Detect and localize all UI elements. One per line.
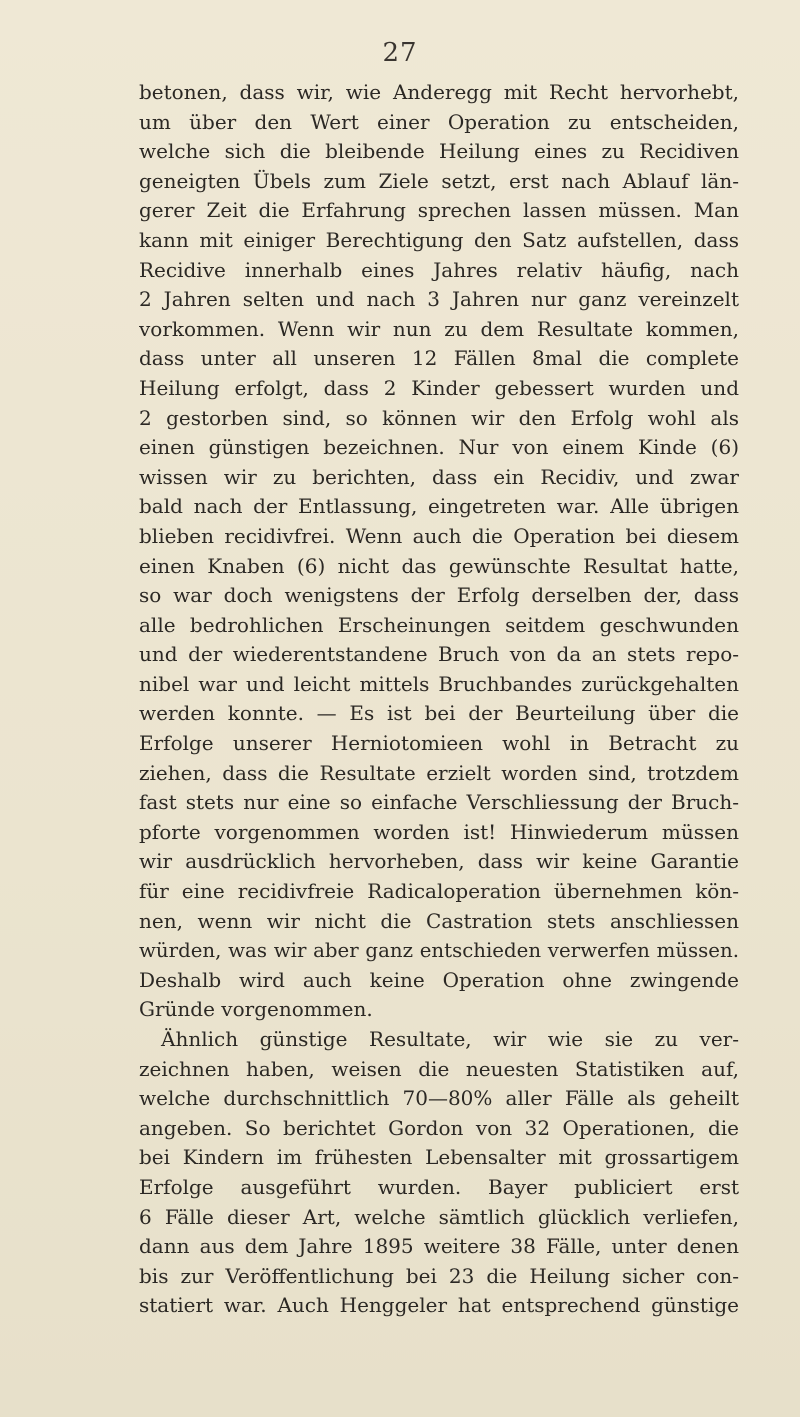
body-text [139,78,739,1321]
text-line: Gründe vorgenommen. [139,997,373,1022]
text-line: so war doch wenigstens der Erfolg derselben der, dass [139,583,739,608]
text-line: Recidive innerhalb eines Jahres relativ häufig, nach [139,257,739,282]
text-line: zeichnen haben, weisen die neuesten Statistiken auf, [139,1056,739,1081]
text-line: Heilung erfolgt, dass 2 Kinder gebessert wurden und [139,375,739,400]
text-line: alle bedrohlichen Erscheinungen seitdem geschwunden [139,612,739,637]
text-line: 2 Jahren selten und nach 3 Jahren nur ganz vereinzelt [139,287,739,312]
text-line: werden konnte. — Es ist bei der Beurteilung über die [139,701,739,726]
text-line: Erfolge unserer Herniotomieen wohl in Betracht zu [139,731,739,756]
text-line: bald nach der Entlassung, eingetreten war. Alle übrigen [139,494,739,519]
text-line: nen, wenn wir nicht die Castration stets anschliessen [139,908,739,933]
text-line: Ähnlich günstige Resultate, wir wie sie zu ver- [161,1027,739,1051]
text-line: wir ausdrücklich hervorheben, dass wir keine Garantie [139,849,739,874]
text-line: bis zur Veröffentlichung bei 23 die Heilung sicher con- [139,1263,739,1288]
text-line: Deshalb wird auch keine Operation ohne zwingende [139,967,739,992]
text-line: 2 gestorben sind, so können wir den Erfolg wohl als [139,405,739,430]
page-number: 27 [382,38,418,68]
text-line: einen günstigen bezeichnen. Nur von einem Kinde (6) [139,435,739,460]
text-line: würden, was wir aber ganz entschieden verwerfen müssen. [139,939,739,963]
text-line: wissen wir zu berichten, dass ein Recidiv, und zwar [139,464,739,489]
text-line: blieben recidivfrei. Wenn auch die Operation bei diesem [139,523,739,548]
text-line: bei Kindern im frühesten Lebensalter mit grossartigem [139,1145,739,1170]
text-line: um über den Wert einer Operation zu entscheiden, [139,109,739,134]
text-line: welche sich die bleibende Heilung eines zu Recidiven [139,139,739,164]
text-line: dass unter all unseren 12 Fällen 8mal die complete [139,346,739,371]
text-line: vorkommen. Wenn wir nun zu dem Resultate kommen, [139,316,739,341]
text-line: und der wiederentstandene Bruch von da an stets repo- [139,642,739,667]
text-line: nibel war und leicht mittels Bruchbandes zurückgehalten [139,671,739,696]
text-line: welche durchschnittlich 70—80% aller Fälle als geheilt [139,1086,739,1111]
text-line: 6 Fälle dieser Art, welche sämtlich glücklich verliefen, [139,1204,739,1229]
text-line: pforte vorgenommen worden ist! Hinwiederum müssen [139,819,739,844]
text-line: für eine recidivfreie Radicaloperation übernehmen kön- [139,879,739,904]
text-line: geneigten Übels zum Ziele setzt, erst nach Ablauf län- [139,168,739,193]
text-line: einen Knaben (6) nicht das gewünschte Resultat hatte, [139,553,739,578]
text-line: statiert war. Auch Henggeler hat entsprechend günstige [139,1293,739,1318]
text-line: betonen, dass wir, wie Anderegg mit Recht hervorhebt, [139,80,739,104]
text-line: dann aus dem Jahre 1895 weitere 38 Fälle, unter denen [139,1234,739,1259]
text-line: fast stets nur eine so einfache Verschliessung der Bruch- [139,790,739,815]
text-line: kann mit einiger Berechtigung den Satz aufstellen, dass [139,227,739,252]
text-line: gerer Zeit die Erfahrung sprechen lassen müssen. Man [139,198,739,223]
text-line: angeben. So berichtet Gordon von 32 Operationen, die [139,1115,739,1140]
text-line: ziehen, dass die Resultate erzielt worden sind, trotzdem [139,760,739,785]
text-line: Erfolge ausgeführt wurden. Bayer publiciert erst [139,1174,739,1199]
